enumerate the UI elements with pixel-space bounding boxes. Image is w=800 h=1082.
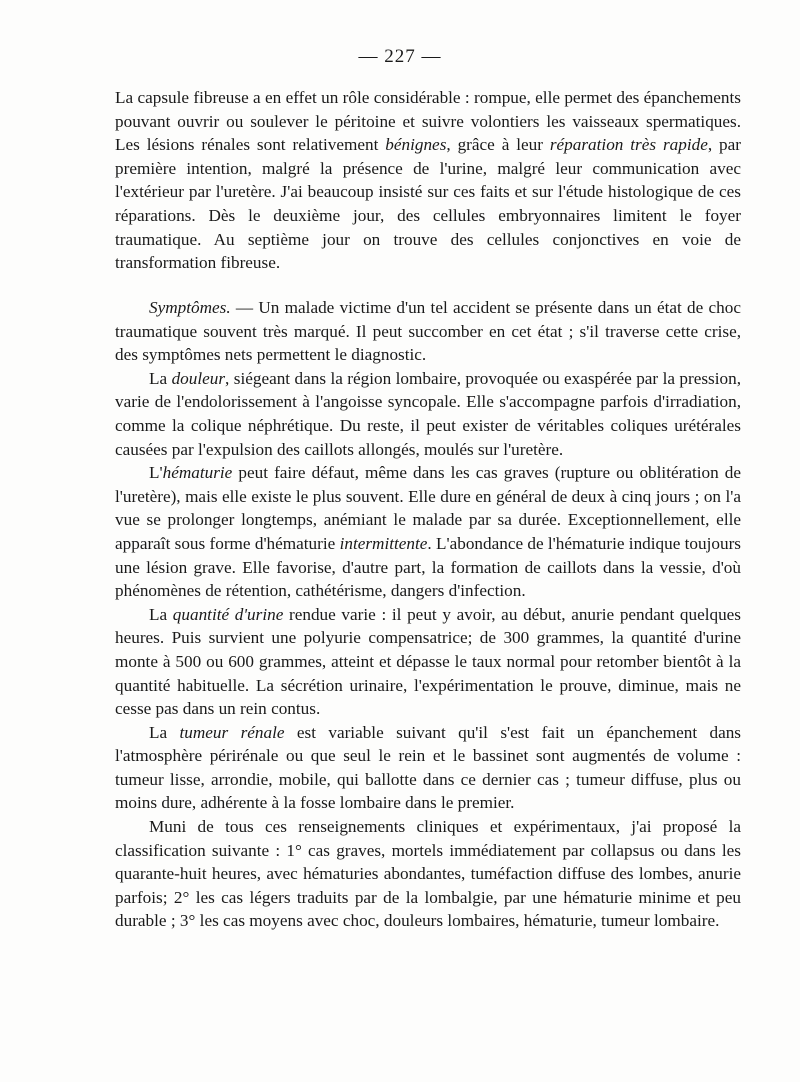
paragraph — [115, 603, 741, 721]
text-segment: , par première intention, malgré la présence de l'urine, malgré leur communication avec l'extérieur par l'uretère. J'ai beaucoup insisté sur ces faits et sur l'étude histologique de ces réparations. Dès le deuxième jour, des cellules embryonnaires limitent le foyer traumatique. Au septième jour on trouve des cellules conjonctives en voie de transformation fibreuse. — [115, 135, 741, 273]
text-segment: La — [149, 368, 172, 388]
paragraph — [115, 367, 741, 461]
text-segment: , grâce à leur — [446, 135, 550, 155]
text-segment: est variable suivant qu'il s'est fait un épanchement dans l'atmosphère périrénale ou que seul le rein et le bassinet sont augmentés de volume : tumeur lisse, arrondie, mobile, qui ballotte dans ce dernier cas ; tumeur diffuse, plus ou moins dure, adhérente à la fosse lombaire dans le premier. — [115, 722, 741, 813]
text-segment: . L'abondance de l'hématurie indique toujours une lésion grave. Elle favorise, d'autre part, la formation de caillots dans la vessie, d'où phénomènes de rétention, cathétérisme, dangers d'infection. — [115, 533, 741, 601]
text-segment: La — [149, 604, 173, 624]
text-segment: Muni de tous ces renseignements cliniques et expérimentaux, j'ai proposé la classification suivante : 1° cas graves, mortels immédiatement par collapsus ou dans les quarante-huit heures, avec hématuries abondantes, tuméfaction diffuse des lombes, anurie parfois; 2° les cas légers traduits par de la lombalgie, par une hématurie minime et peu durable ; 3° les cas moyens avec choc, douleurs lombaires, hématurie, tumeur lombaire. — [115, 817, 741, 931]
text-segment: L' — [149, 463, 163, 483]
paragraph — [115, 86, 741, 275]
italic-text: hématurie — [162, 463, 233, 483]
paragraph — [115, 461, 741, 603]
page-number: — 227 — — [358, 46, 442, 67]
intro-text-block — [115, 86, 741, 275]
text-segment: rendue varie : il peut y avoir, au début, anurie pendant quelques heures. Puis survient une polyurie compensatrice; de 300 grammes, la quantité d'urine monte à 500 ou 600 grammes, atteint et dépasse le taux normal pour retomber bientôt à la quantité habituelle. La sécrétion urinaire, l'expérimentation le prouve, diminue, mais ne cesse pas dans un rein contus. — [115, 604, 741, 719]
italic-text: bénignes — [385, 135, 447, 155]
italic-text: tumeur rénale — [179, 722, 285, 742]
paragraph — [115, 296, 741, 367]
symptoms-text-block — [115, 296, 741, 933]
italic-text: douleur — [171, 368, 226, 388]
text-segment: — Un malade victime d'un tel accident se présente dans un état de choc traumatique souvent très marqué. Il peut succomber en cet état ; s'il traverse cette crise, des symptômes nets permettent le diagnostic. — [115, 298, 741, 365]
text-segment: peut faire défaut, même dans les cas graves (rupture ou oblitération de l'uretère), mais elle existe le plus souvent. Elle dure en général de deux à cinq jours ; on l'a vue se prolonger longtemps, anémiant le malade par sa durée. Exceptionnellement, elle apparaît sous forme d'hématurie — [115, 463, 741, 553]
text-segment: La — [149, 722, 180, 742]
italic-text: quantité d'urine — [172, 604, 284, 624]
italic-text: intermittente — [339, 533, 428, 553]
italic-text: réparation très rapide — [549, 135, 708, 155]
paragraph — [115, 815, 741, 933]
text-segment: La capsule fibreuse a en effet un rôle considérable : rompue, elle permet des épanchements pouvant ouvrir ou soulever le péritoine et suivre volontiers les vaisseaux spermatiques. Les lésions rénales sont relativement — [115, 88, 741, 155]
paragraph — [115, 721, 741, 815]
text-segment: , siégeant dans la région lombaire, provoquée ou exaspérée par la pression, varie de l'endolorissement à l'angoisse syncopale. Elle s'accompagne parfois d'irradiation, comme la colique néphrétique. Du reste, il peut exister de véritables coliques urétérales causées par l'expulsion des caillots allongés, moulés sur l'uretère. — [115, 368, 741, 459]
italic-text: Symptômes. — [149, 298, 231, 317]
